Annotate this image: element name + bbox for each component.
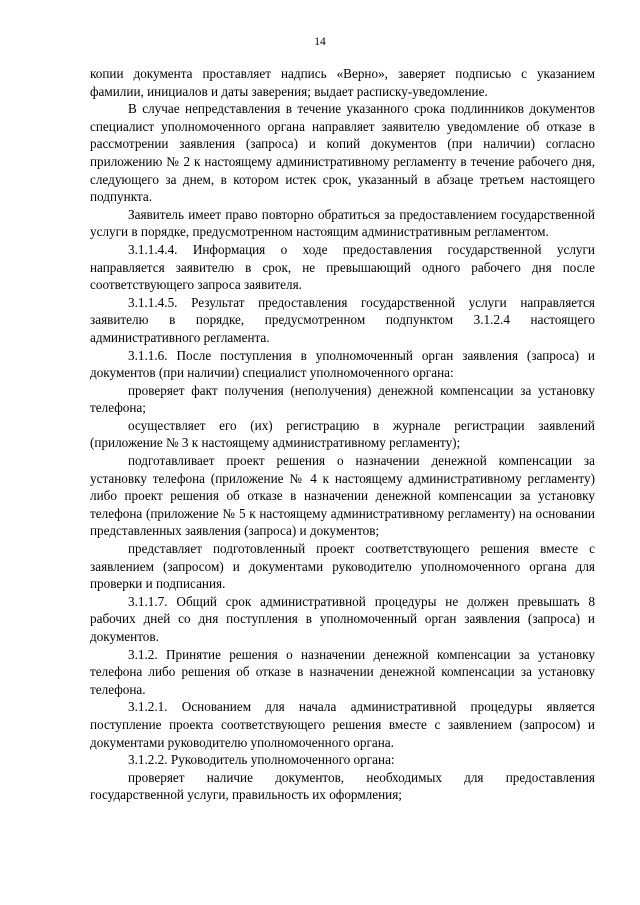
document-body [90,65,595,804]
paragraph: 3.1.1.4.4. Информация о ходе предоставления государственной услуги направляется заявителю в срок, не превышающий одного рабочего дня после соответствующего запроса заявителя. [90,241,595,293]
paragraph: проверяет наличие документов, необходимых для предоставления государственной услуги, правильность их оформления; [90,769,595,803]
paragraph: 3.1.1.7. Общий срок административной процедуры не должен превышать 8 рабочих дней со дня поступления в уполномоченный орган заявления (запроса) и документов. [90,593,595,644]
paragraph: 3.1.2.2. Руководитель уполномоченного органа: [128,752,395,768]
paragraph: копии документа проставляет надпись «Верно», заверяет подписью с указанием фамилии, инициалов и даты заверения; выдает расписку-уведомление. [90,66,595,99]
paragraph: подготавливает проект решения о назначении денежной компенсации за установку телефона (приложение № 4 к настоящему административному регламенту) либо проект решения об отказе в назначении денежной компенсации за установку телефона (приложение № 5 к настоящему административному регламенту) на основании представленных заявления (запроса) и документов; [90,453,595,539]
paragraph: представляет подготовленный проект соответствующего решения вместе с заявлением (запросом) и документами руководителю уполномоченного органа для проверки и подписания. [90,541,595,592]
page-number: 14 [314,36,326,48]
paragraph: 3.1.1.6. После поступления в уполномоченный орган заявления (запроса) и документов (при наличии) специалист уполномоченного органа: [90,347,595,381]
paragraph: 3.1.2. Принятие решения о назначении денежной компенсации за установку телефона либо решения об отказе в назначении денежной компенсации за установку телефона. [90,646,595,697]
paragraph: осуществляет его (их) регистрацию в журнале регистрации заявлений (приложение № 3 к настоящему административному регламенту); [90,417,595,451]
paragraph: проверяет факт получения (неполучения) денежной компенсации за установку телефона; [90,382,595,416]
paragraph: 3.1.1.4.5. Результат предоставления государственной услуги направляется заявителю в порядке, предусмотренном подпунктом 3.1.2.4 настоящего административного регламента. [90,294,595,345]
paragraph: 3.1.2.1. Основанием для начала административной процедуры является поступление проекта соответствующего решения вместе с заявлением (запросом) и документами руководителю уполномоченного органа. [90,699,595,750]
paragraph: Заявитель имеет право повторно обратиться за предоставлением государственной услуги в порядке, предусмотренном настоящим административным регламентом. [90,206,595,240]
paragraph: В случае непредставления в течение указанного срока подлинников документов специалист уполномоченного органа направляет заявителю уведомление об отказе в рассмотрении заявления (запроса) и копий документов (при наличии) согласно приложению № 2 к настоящему административному регламенту в течение рабочего дня, следующего за днем, в котором истек срок, указанный в абзаце третьем настоящего подпункта. [90,101,595,205]
